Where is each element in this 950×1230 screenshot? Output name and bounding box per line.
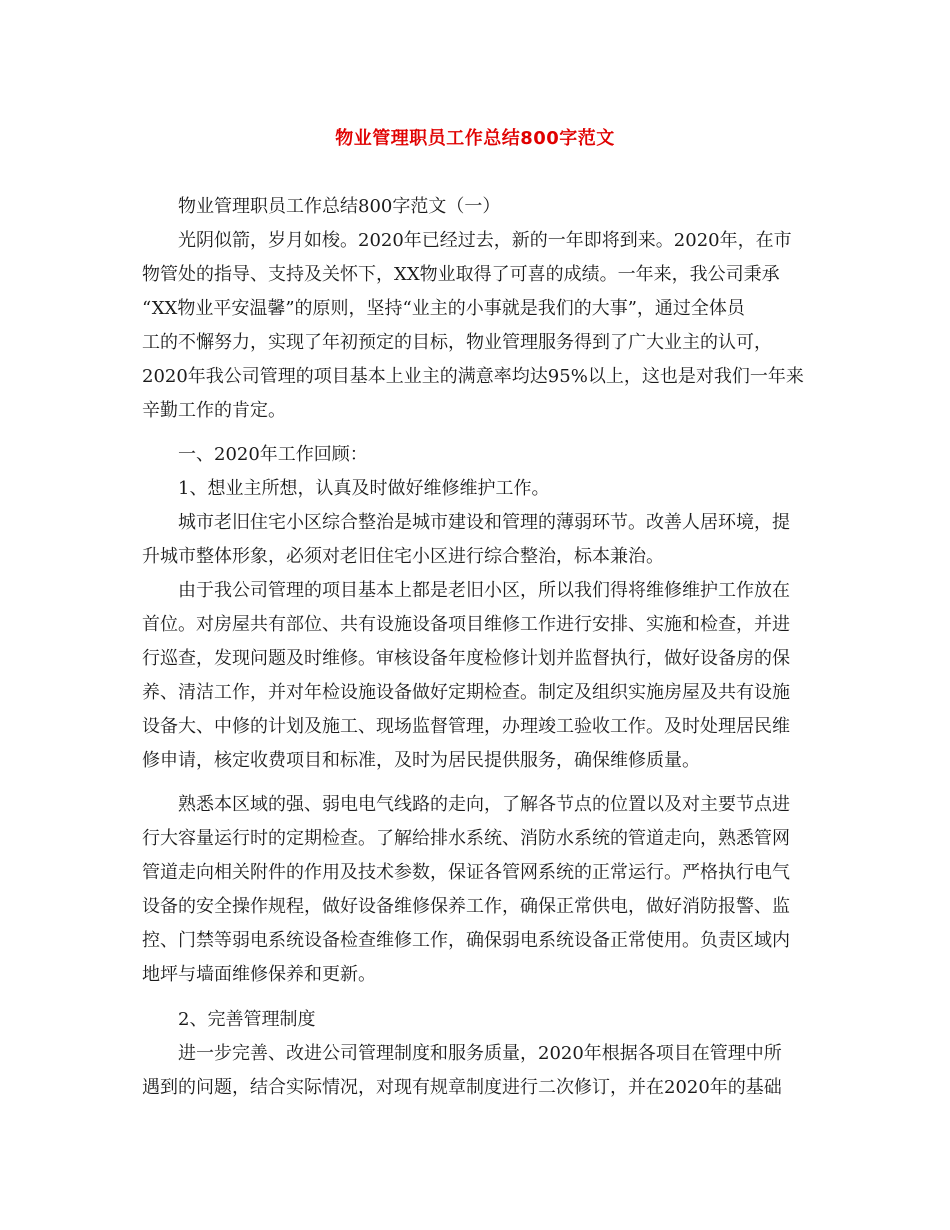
paragraph-line: 2020年我公司管理的项目基本上业主的满意率均达95%以上，这也是对我们一年来	[142, 366, 804, 387]
paragraph-line: 由于我公司管理的项目基本上都是老旧小区，所以我们得将维修维护工作放在	[178, 580, 790, 601]
subsection-heading: 1、想业主所想，认真及时做好维修维护工作。	[178, 478, 550, 499]
paragraph-line: 辛勤工作的肯定。	[142, 400, 286, 421]
paragraph-line: “XX物业平安温馨”的原则，坚持“业主的小事就是我们的大事”，通过全体员	[142, 298, 745, 319]
paragraph-line: 物管处的指导、支持及关怀下，XX物业取得了可喜的成绩。一年来，我公司秉承	[142, 264, 780, 285]
paragraph-line: 养、清洁工作，并对年检设施设备做好定期检查。制定及组织实施房屋及共有设施	[142, 682, 790, 703]
section-heading: 物业管理职员工作总结800字范文（一）	[178, 196, 501, 217]
paragraph-line: 地坪与墙面维修保养和更新。	[142, 964, 376, 985]
paragraph-line: 首位。对房屋共有部位、共有设施设备项目维修工作进行安排、实施和检查，并进	[142, 614, 790, 635]
paragraph-line: 城市老旧住宅小区综合整治是城市建设和管理的薄弱环节。改善人居环境，提	[178, 512, 790, 533]
paragraph-line: 工的不懈努力，实现了年初预定的目标，物业管理服务得到了广大业主的认可，	[142, 332, 772, 353]
section-heading: 一、2020年工作回顾：	[178, 444, 368, 465]
document-title: 物业管理职员工作总结800字范文	[335, 128, 615, 149]
paragraph-line: 设备的安全操作规程，做好设备维修保养工作，确保正常供电，做好消防报警、监	[142, 896, 790, 917]
paragraph-line: 行巡查，发现问题及时维修。审核设备年度检修计划并监督执行，做好设备房的保	[142, 648, 790, 669]
subsection-heading: 2、完善管理制度	[178, 1009, 316, 1030]
paragraph-line: 设备大、中修的计划及施工、现场监督管理，办理竣工验收工作。及时处理居民维	[142, 716, 790, 737]
paragraph-line: 管道走向相关附件的作用及技术参数，保证各管网系统的正常运行。严格执行电气	[142, 862, 790, 883]
paragraph-line: 行大容量运行时的定期检查。了解给排水系统、消防水系统的管道走向，熟悉管网	[142, 828, 790, 849]
paragraph-line: 遇到的问题，结合实际情况，对现有规章制度进行二次修订，并在2020年的基础	[142, 1077, 782, 1098]
paragraph-line: 控、门禁等弱电系统设备检查维修工作，确保弱电系统设备正常使用。负责区域内	[142, 930, 790, 951]
paragraph-line: 进一步完善、改进公司管理制度和服务质量，2020年根据各项目在管理中所	[178, 1043, 782, 1064]
paragraph-line: 升城市整体形象，必须对老旧住宅小区进行综合整治，标本兼治。	[142, 546, 664, 567]
paragraph-line: 熟悉本区域的强、弱电电气线路的走向，了解各节点的位置以及对主要节点进	[178, 794, 790, 815]
paragraph-line: 修申请，核定收费项目和标准，及时为居民提供服务，确保维修质量。	[142, 750, 700, 771]
paragraph-line: 光阴似箭，岁月如梭。2020年已经过去，新的一年即将到来。2020年，在市	[178, 230, 792, 251]
